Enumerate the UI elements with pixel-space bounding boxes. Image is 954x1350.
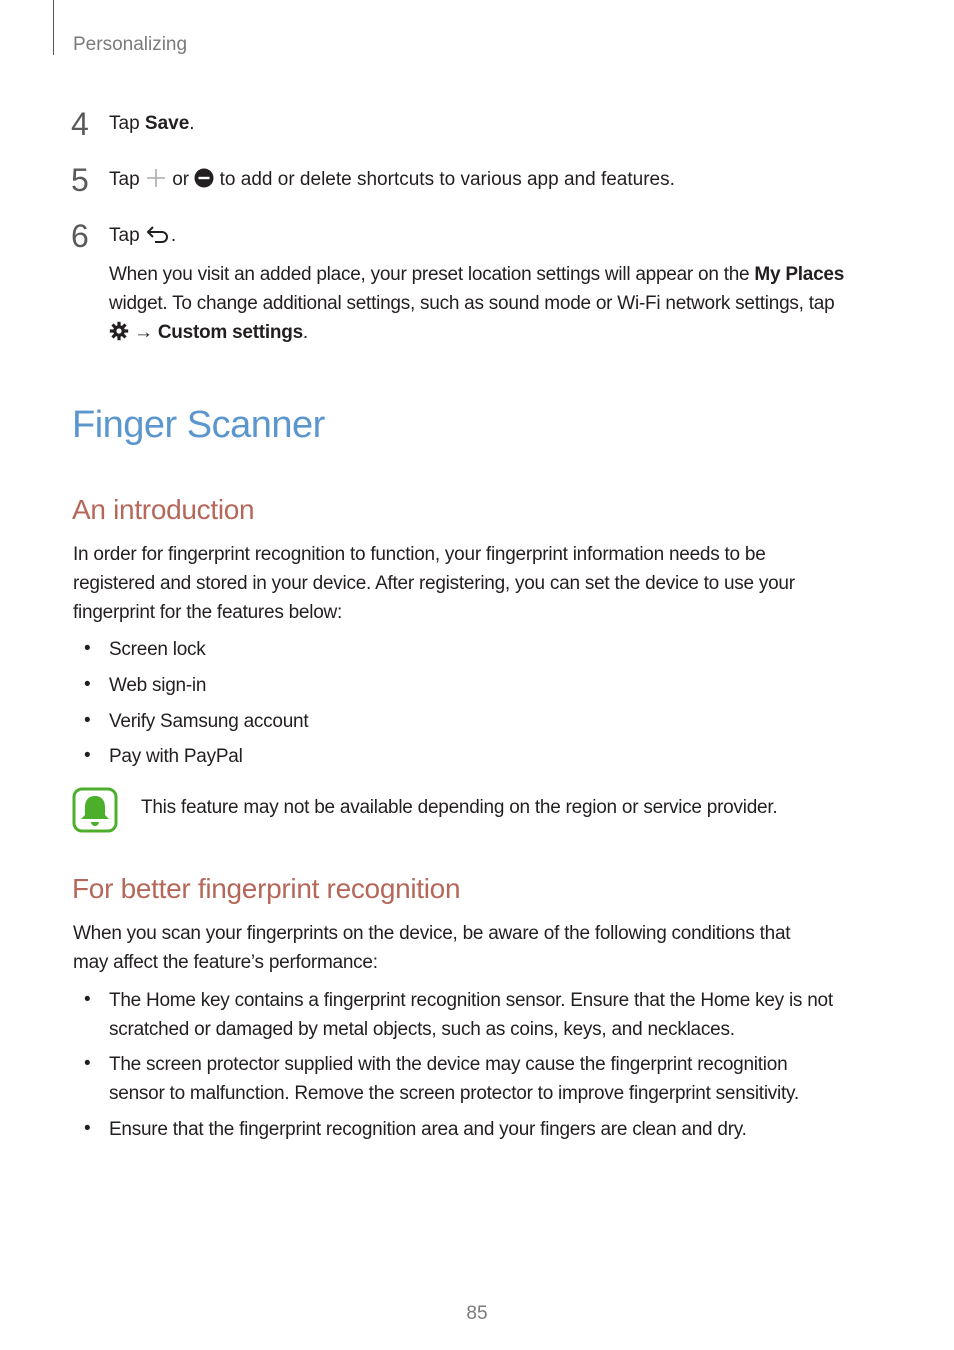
custom-settings-label: Custom settings: [157, 322, 303, 343]
step-5-pre: Tap: [109, 169, 145, 190]
step-5-post: to add or delete shortcuts to various app and features.: [214, 169, 675, 190]
list-item: [109, 986, 833, 1044]
list-item: [109, 1050, 799, 1108]
better-recognition-heading: For better fingerprint recognition: [72, 873, 461, 904]
list-item: Web sign-in: [109, 675, 207, 696]
list-item: Verify Samsung account: [109, 711, 309, 732]
list-item-line: The screen protector supplied with the device may cause the fingerprint recognition: [109, 1054, 788, 1075]
step-6-line-1-text: When you visit an added place, your preset location settings will appear on the: [109, 264, 755, 285]
intro-line-2: registered and stored in your device. After registering, you can set the device to use your: [73, 573, 795, 594]
bullet-marker: •: [84, 674, 91, 695]
back-icon: [145, 224, 171, 252]
list-item-line: The Home key contains a fingerprint recognition sensor. Ensure that the Home key is not: [109, 990, 833, 1011]
step-6-line-3-post: .: [302, 322, 308, 343]
minus-circle-icon: [194, 168, 214, 196]
gear-icon: [109, 321, 129, 350]
section-title: Personalizing: [73, 34, 188, 55]
arrow-separator: →: [129, 322, 158, 343]
step-4-post: .: [189, 113, 195, 134]
step-4-text: [109, 112, 195, 137]
step-number-6: 6: [71, 218, 89, 254]
step-5-mid: or: [166, 169, 195, 190]
bullet-marker: •: [84, 745, 91, 766]
step-number-4: 4: [71, 106, 89, 142]
step-6-line-1: [109, 260, 899, 289]
step-4-pre: Tap: [109, 113, 145, 134]
better-recognition-paragraph: [73, 919, 873, 977]
step-4-save-label: Save: [144, 113, 190, 134]
list-item-line: sensor to malfunction. Remove the screen protector to improve fingerprint sensitivity.: [109, 1083, 799, 1104]
notification-bell-icon: [72, 787, 118, 833]
list-item: Screen lock: [109, 639, 206, 660]
note-text: This feature may not be available depending on the region or service provider.: [141, 797, 778, 818]
list-item: Pay with PayPal: [109, 746, 243, 767]
page-number: 85: [466, 1303, 488, 1324]
intro-line-3: fingerprint for the features below:: [73, 602, 343, 623]
step-6-text: [109, 224, 176, 252]
intro-paragraph: [73, 540, 873, 627]
step-6-post: .: [170, 225, 177, 246]
step-6-line-3: [109, 318, 899, 350]
step-6-description: [109, 260, 899, 350]
step-5-text: [109, 168, 675, 196]
step-6-line-2: widget. To change additional settings, such as sound mode or Wi-Fi network settings, tap: [109, 293, 835, 314]
bullet-marker: •: [84, 989, 91, 1010]
list-item-line: scratched or damaged by metal objects, such as coins, keys, and necklaces.: [109, 1019, 735, 1040]
bullet-marker: •: [84, 1118, 91, 1139]
step-number-5: 5: [71, 162, 89, 198]
intro-heading: An introduction: [72, 494, 255, 525]
my-places-label: My Places: [754, 264, 845, 285]
page-title: Finger Scanner: [72, 404, 325, 446]
plus-icon: [145, 168, 167, 196]
bullet-marker: •: [84, 638, 91, 659]
better-line-1: When you scan your fingerprints on the device, be aware of the following conditions that: [73, 923, 791, 944]
header-rule: [53, 0, 54, 55]
bullet-marker: •: [84, 710, 91, 731]
bullet-marker: •: [84, 1053, 91, 1074]
step-6-pre: Tap: [109, 225, 145, 246]
intro-line-1: In order for fingerprint recognition to function, your fingerprint information needs to be: [73, 544, 766, 565]
list-item-line: Ensure that the fingerprint recognition area and your fingers are clean and dry.: [109, 1119, 747, 1140]
list-item: [109, 1115, 747, 1144]
better-line-2: may affect the feature’s performance:: [73, 952, 378, 973]
